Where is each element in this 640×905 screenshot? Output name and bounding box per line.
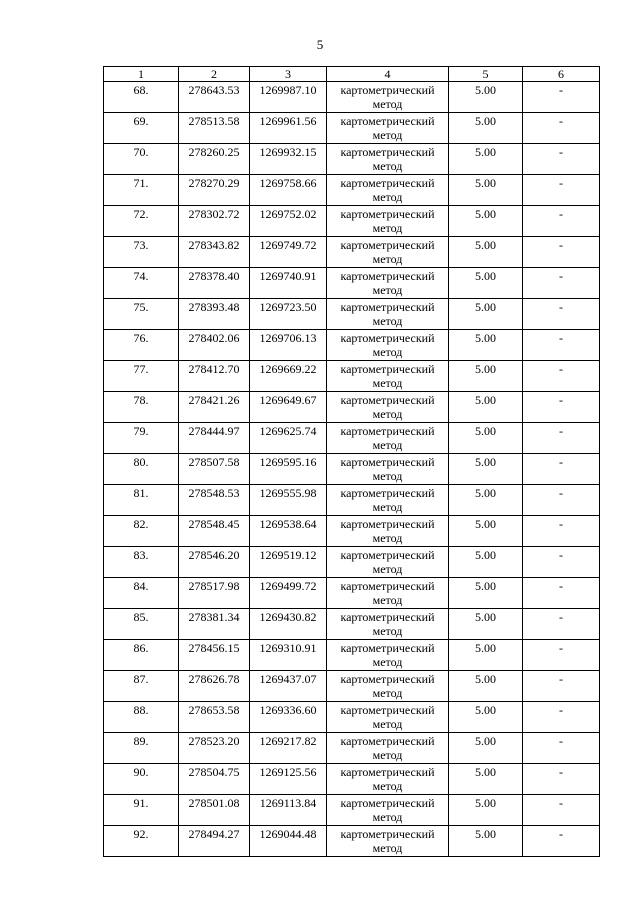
note-cell: -: [523, 330, 600, 361]
row-number-cell: 83.: [104, 547, 179, 578]
precision-cell: 5.00: [449, 144, 523, 175]
note-cell: -: [523, 82, 600, 113]
x-coordinate-cell: 278513.58: [179, 113, 250, 144]
row-number-cell: 74.: [104, 268, 179, 299]
precision-cell: 5.00: [449, 299, 523, 330]
note-cell: -: [523, 578, 600, 609]
precision-cell: 5.00: [449, 764, 523, 795]
x-coordinate-cell: 278626.78: [179, 671, 250, 702]
y-coordinate-cell: 1269740.91: [250, 268, 327, 299]
row-number-cell: 73.: [104, 237, 179, 268]
note-cell: -: [523, 609, 600, 640]
header-cell-3: 3: [250, 67, 327, 82]
header-cell-1: 1: [104, 67, 179, 82]
x-coordinate-cell: 278507.58: [179, 454, 250, 485]
method-cell: картометрический метод: [327, 485, 449, 516]
note-cell: -: [523, 485, 600, 516]
x-coordinate-cell: 278444.97: [179, 423, 250, 454]
x-coordinate-cell: 278504.75: [179, 764, 250, 795]
method-cell: картометрический метод: [327, 609, 449, 640]
note-cell: -: [523, 826, 600, 857]
row-number-cell: 79.: [104, 423, 179, 454]
precision-cell: 5.00: [449, 237, 523, 268]
method-cell: картометрический метод: [327, 516, 449, 547]
x-coordinate-cell: 278523.20: [179, 733, 250, 764]
method-cell: картометрический метод: [327, 361, 449, 392]
y-coordinate-cell: 1269336.60: [250, 702, 327, 733]
method-cell: картометрический метод: [327, 671, 449, 702]
note-cell: -: [523, 392, 600, 423]
x-coordinate-cell: 278548.53: [179, 485, 250, 516]
page-number: 5: [316, 37, 324, 52]
header-row: [104, 67, 600, 82]
row-number-cell: 84.: [104, 578, 179, 609]
y-coordinate-cell: 1269669.22: [250, 361, 327, 392]
row-number-cell: 82.: [104, 516, 179, 547]
method-cell: картометрический метод: [327, 206, 449, 237]
y-coordinate-cell: 1269595.16: [250, 454, 327, 485]
method-cell: картометрический метод: [327, 330, 449, 361]
note-cell: -: [523, 702, 600, 733]
y-coordinate-cell: 1269706.13: [250, 330, 327, 361]
y-coordinate-cell: 1269961.56: [250, 113, 327, 144]
row-number-cell: 89.: [104, 733, 179, 764]
method-cell: картометрический метод: [327, 733, 449, 764]
table-row: [104, 764, 600, 795]
row-number-cell: 78.: [104, 392, 179, 423]
x-coordinate-cell: 278456.15: [179, 640, 250, 671]
x-coordinate-cell: 278270.29: [179, 175, 250, 206]
row-number-cell: 92.: [104, 826, 179, 857]
method-cell: картометрический метод: [327, 454, 449, 485]
x-coordinate-cell: 278517.98: [179, 578, 250, 609]
y-coordinate-cell: 1269125.56: [250, 764, 327, 795]
y-coordinate-cell: 1269932.15: [250, 144, 327, 175]
precision-cell: 5.00: [449, 733, 523, 764]
precision-cell: 5.00: [449, 423, 523, 454]
x-coordinate-cell: 278494.27: [179, 826, 250, 857]
y-coordinate-cell: 1269625.74: [250, 423, 327, 454]
method-cell: картометрический метод: [327, 578, 449, 609]
row-number-cell: 91.: [104, 795, 179, 826]
row-number-cell: 75.: [104, 299, 179, 330]
note-cell: -: [523, 640, 600, 671]
table-row: [104, 733, 600, 764]
method-cell: картометрический метод: [327, 268, 449, 299]
note-cell: -: [523, 268, 600, 299]
note-cell: -: [523, 764, 600, 795]
x-coordinate-cell: 278412.70: [179, 361, 250, 392]
x-coordinate-cell: 278501.08: [179, 795, 250, 826]
y-coordinate-cell: 1269044.48: [250, 826, 327, 857]
note-cell: -: [523, 547, 600, 578]
row-number-cell: 76.: [104, 330, 179, 361]
y-coordinate-cell: 1269649.67: [250, 392, 327, 423]
row-number-cell: 72.: [104, 206, 179, 237]
method-cell: картометрический метод: [327, 547, 449, 578]
note-cell: -: [523, 671, 600, 702]
x-coordinate-cell: 278378.40: [179, 268, 250, 299]
method-cell: картометрический метод: [327, 82, 449, 113]
table-row: [104, 392, 600, 423]
precision-cell: 5.00: [449, 671, 523, 702]
y-coordinate-cell: 1269538.64: [250, 516, 327, 547]
y-coordinate-cell: 1269113.84: [250, 795, 327, 826]
method-cell: картометрический метод: [327, 795, 449, 826]
precision-cell: 5.00: [449, 795, 523, 826]
x-coordinate-cell: 278302.72: [179, 206, 250, 237]
precision-cell: 5.00: [449, 578, 523, 609]
table-row: [104, 144, 600, 175]
note-cell: -: [523, 175, 600, 206]
y-coordinate-cell: 1269437.07: [250, 671, 327, 702]
table-row: [104, 268, 600, 299]
x-coordinate-cell: 278260.25: [179, 144, 250, 175]
y-coordinate-cell: 1269758.66: [250, 175, 327, 206]
x-coordinate-cell: 278393.48: [179, 299, 250, 330]
precision-cell: 5.00: [449, 609, 523, 640]
y-coordinate-cell: 1269217.82: [250, 733, 327, 764]
precision-cell: 5.00: [449, 516, 523, 547]
y-coordinate-cell: 1269519.12: [250, 547, 327, 578]
row-number-cell: 70.: [104, 144, 179, 175]
table-row: [104, 454, 600, 485]
note-cell: -: [523, 237, 600, 268]
precision-cell: 5.00: [449, 361, 523, 392]
method-cell: картометрический метод: [327, 702, 449, 733]
precision-cell: 5.00: [449, 547, 523, 578]
note-cell: -: [523, 206, 600, 237]
y-coordinate-cell: 1269752.02: [250, 206, 327, 237]
table-row: [104, 82, 600, 113]
table-row: [104, 795, 600, 826]
precision-cell: 5.00: [449, 702, 523, 733]
x-coordinate-cell: 278546.20: [179, 547, 250, 578]
note-cell: -: [523, 795, 600, 826]
table-row: [104, 237, 600, 268]
table-header: [104, 67, 600, 82]
method-cell: картометрический метод: [327, 640, 449, 671]
y-coordinate-cell: 1269555.98: [250, 485, 327, 516]
x-coordinate-cell: 278381.34: [179, 609, 250, 640]
table-body: [104, 82, 600, 857]
note-cell: -: [523, 454, 600, 485]
table-row: [104, 826, 600, 857]
row-number-cell: 71.: [104, 175, 179, 206]
table-row: [104, 516, 600, 547]
precision-cell: 5.00: [449, 330, 523, 361]
table-row: [104, 640, 600, 671]
row-number-cell: 69.: [104, 113, 179, 144]
method-cell: картометрический метод: [327, 392, 449, 423]
note-cell: -: [523, 113, 600, 144]
precision-cell: 5.00: [449, 640, 523, 671]
method-cell: картометрический метод: [327, 113, 449, 144]
y-coordinate-cell: 1269723.50: [250, 299, 327, 330]
precision-cell: 5.00: [449, 826, 523, 857]
table-row: [104, 423, 600, 454]
table-row: [104, 330, 600, 361]
row-number-cell: 88.: [104, 702, 179, 733]
table-row: [104, 547, 600, 578]
row-number-cell: 68.: [104, 82, 179, 113]
x-coordinate-cell: 278643.53: [179, 82, 250, 113]
note-cell: -: [523, 299, 600, 330]
table-row: [104, 113, 600, 144]
table-row: [104, 485, 600, 516]
table-row: [104, 578, 600, 609]
table-row: [104, 175, 600, 206]
method-cell: картометрический метод: [327, 299, 449, 330]
y-coordinate-cell: 1269987.10: [250, 82, 327, 113]
method-cell: картометрический метод: [327, 826, 449, 857]
table-row: [104, 206, 600, 237]
row-number-cell: 85.: [104, 609, 179, 640]
header-cell-2: 2: [179, 67, 250, 82]
y-coordinate-cell: 1269749.72: [250, 237, 327, 268]
note-cell: -: [523, 733, 600, 764]
note-cell: -: [523, 423, 600, 454]
table-row: [104, 609, 600, 640]
row-number-cell: 87.: [104, 671, 179, 702]
method-cell: картометрический метод: [327, 175, 449, 206]
method-cell: картометрический метод: [327, 764, 449, 795]
precision-cell: 5.00: [449, 454, 523, 485]
row-number-cell: 90.: [104, 764, 179, 795]
precision-cell: 5.00: [449, 392, 523, 423]
precision-cell: 5.00: [449, 485, 523, 516]
note-cell: -: [523, 361, 600, 392]
row-number-cell: 86.: [104, 640, 179, 671]
y-coordinate-cell: 1269310.91: [250, 640, 327, 671]
precision-cell: 5.00: [449, 206, 523, 237]
x-coordinate-cell: 278421.26: [179, 392, 250, 423]
table-row: [104, 299, 600, 330]
note-cell: -: [523, 144, 600, 175]
precision-cell: 5.00: [449, 113, 523, 144]
precision-cell: 5.00: [449, 268, 523, 299]
note-cell: -: [523, 516, 600, 547]
y-coordinate-cell: 1269499.72: [250, 578, 327, 609]
x-coordinate-cell: 278402.06: [179, 330, 250, 361]
precision-cell: 5.00: [449, 82, 523, 113]
table-row: [104, 671, 600, 702]
row-number-cell: 80.: [104, 454, 179, 485]
table-row: [104, 361, 600, 392]
header-cell-5: 5: [449, 67, 523, 82]
method-cell: картометрический метод: [327, 144, 449, 175]
coordinates-table: [103, 66, 600, 857]
method-cell: картометрический метод: [327, 423, 449, 454]
row-number-cell: 81.: [104, 485, 179, 516]
precision-cell: 5.00: [449, 175, 523, 206]
x-coordinate-cell: 278343.82: [179, 237, 250, 268]
header-cell-6: 6: [523, 67, 600, 82]
x-coordinate-cell: 278653.58: [179, 702, 250, 733]
row-number-cell: 77.: [104, 361, 179, 392]
header-cell-4: 4: [327, 67, 449, 82]
method-cell: картометрический метод: [327, 237, 449, 268]
y-coordinate-cell: 1269430.82: [250, 609, 327, 640]
table-row: [104, 702, 600, 733]
x-coordinate-cell: 278548.45: [179, 516, 250, 547]
